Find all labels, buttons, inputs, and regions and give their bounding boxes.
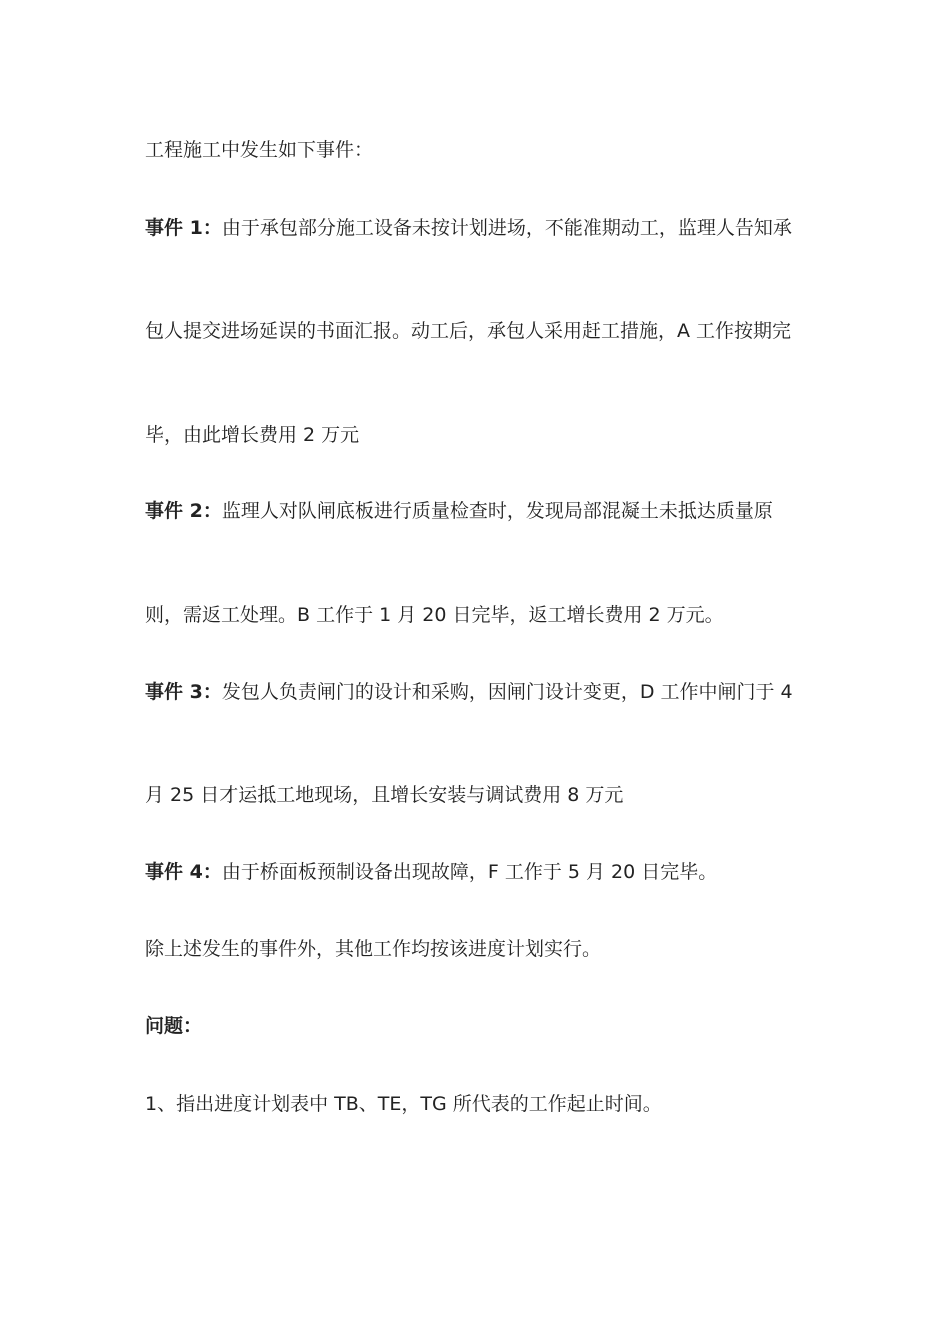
event2-line2: 则，需返工处理。B 工作于 1 月 20 日完毕，返工增长费用 2 万元。 [145, 604, 724, 626]
event1-line3: 毕，由此增长费用 2 万元 [145, 424, 360, 446]
intro-text: 工程施工中发生如下事件： [145, 139, 374, 161]
event1-label: 事件 1： [145, 217, 222, 239]
event4-line1 [145, 859, 825, 885]
event2-label: 事件 2： [145, 500, 222, 522]
event3-line1 [145, 679, 825, 705]
event1-text: 由于承包部分施工设备未按计划进场，不能准期动工，监理人告知承 [221, 217, 792, 239]
event1-line2: 包人提交进场延误的书面汇报。动工后，承包人采用赶工措施，A 工作按期完 [145, 320, 792, 342]
event1-line1 [145, 215, 825, 241]
event3-line2: 月 25 日才运抵工地现场，且增长安装与调试费用 8 万元 [145, 784, 624, 806]
event4-text: 由于桥面板预制设备出现故障，F 工作于 5 月 20 日完毕。 [221, 861, 718, 883]
event2-line1 [145, 498, 825, 524]
event2-text: 监理人对队闸底板进行质量检查时，发现局部混凝土未抵达质量原 [221, 500, 773, 522]
event3-label: 事件 3： [145, 681, 222, 703]
event4-label: 事件 4： [145, 861, 222, 883]
summary-text: 除上述发生的事件外，其他工作均按该进度计划实行。 [145, 938, 602, 960]
event3-text: 发包人负责闸门的设计和采购，因闸门设计变更，D 工作中闸门于 4 [221, 681, 793, 703]
question-heading: 问题： [145, 1015, 203, 1037]
question-1: 1、指出进度计划表中 TB、TE，TG 所代表的工作起止时间。 [145, 1093, 662, 1115]
